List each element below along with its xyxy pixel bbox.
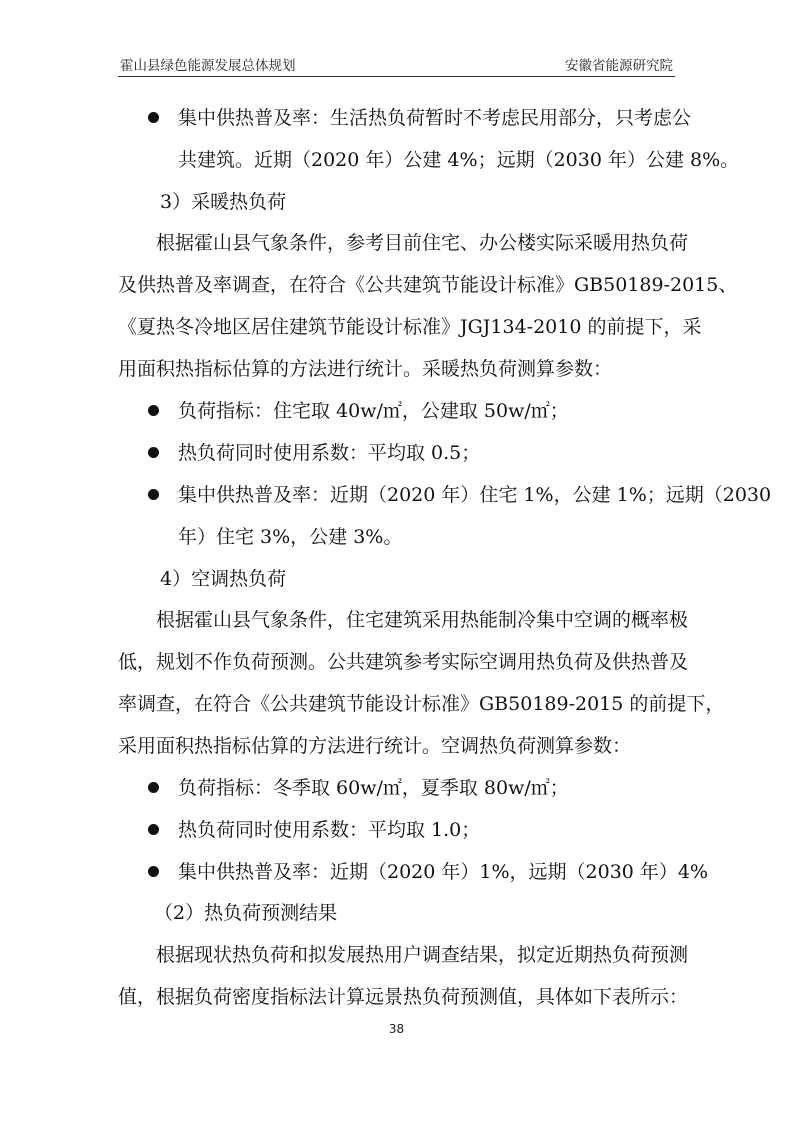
bullet-item-continuation: 共建筑。近期（2020 年）公建 4%；远期（2030 年）公建 8%。: [178, 149, 740, 171]
bullet-icon: [148, 112, 159, 123]
header-organization: 安徽省能源研究院: [565, 58, 673, 74]
paragraph-line: 《夏热冬冷地区居住建筑节能设计标准》JGJ134-2010 的前提下，采: [118, 316, 702, 338]
header-document-title: 霍山县绿色能源发展总体规划: [120, 58, 296, 74]
section-heading: 4）空调热负荷: [160, 568, 287, 590]
section-heading: 3）采暖热负荷: [160, 191, 287, 213]
bullet-item: 负荷指标：住宅取 40w/㎡，公建取 50w/㎡；: [178, 400, 569, 422]
bullet-item: 热负荷同时使用系数：平均取 1.0；: [178, 819, 481, 841]
bullet-icon: [148, 489, 159, 500]
paragraph-line: 根据霍山县气象条件，参考目前住宅、办公楼实际采暖用热负荷: [156, 232, 689, 254]
paragraph-line: 低，规划不作负荷预测。公共建筑参考实际空调用热负荷及供热普及: [118, 651, 689, 673]
section-heading: （2）热负荷预测结果: [154, 902, 338, 924]
paragraph-line: 用面积热指标估算的方法进行统计。采暖热负荷测算参数：: [118, 358, 613, 380]
paragraph-line: 根据霍山县气象条件，住宅建筑采用热能制冷集中空调的概率极: [156, 609, 689, 631]
bullet-icon: [148, 866, 159, 877]
bullet-icon: [148, 782, 159, 793]
paragraph-line: 根据现状热负荷和拟发展热用户调查结果，拟定近期热负荷预测: [156, 944, 689, 966]
paragraph-line: 及供热普及率调查，在符合《公共建筑节能设计标准》GB50189-2015、: [118, 274, 738, 296]
bullet-item: 集中供热普及率：生活热负荷暂时不考虑民用部分，只考虑公: [178, 107, 692, 129]
page-number: 38: [388, 1022, 405, 1036]
bullet-icon: [148, 447, 159, 458]
bullet-item: 热负荷同时使用系数：平均取 0.5；: [178, 442, 481, 464]
paragraph-line: 率调查，在符合《公共建筑节能设计标准》GB50189-2015 的前提下，: [118, 693, 725, 715]
bullet-item-continuation: 年）住宅 3%，公建 3%。: [178, 526, 403, 548]
bullet-item: 集中供热普及率：近期（2020 年）住宅 1%，公建 1%；远期（2030: [178, 484, 772, 506]
page-header: [118, 50, 675, 77]
bullet-item: 负荷指标：冬季取 60w/㎡，夏季取 80w/㎡；: [178, 777, 569, 799]
paragraph-line: 值，根据负荷密度指标法计算远景热负荷预测值，具体如下表所示：: [118, 986, 689, 1008]
bullet-item: 集中供热普及率：近期（2020 年）1%，远期（2030 年）4%: [178, 861, 709, 883]
bullet-icon: [148, 824, 159, 835]
bullet-icon: [148, 405, 159, 416]
paragraph-line: 采用面积热指标估算的方法进行统计。空调热负荷测算参数：: [118, 735, 632, 757]
